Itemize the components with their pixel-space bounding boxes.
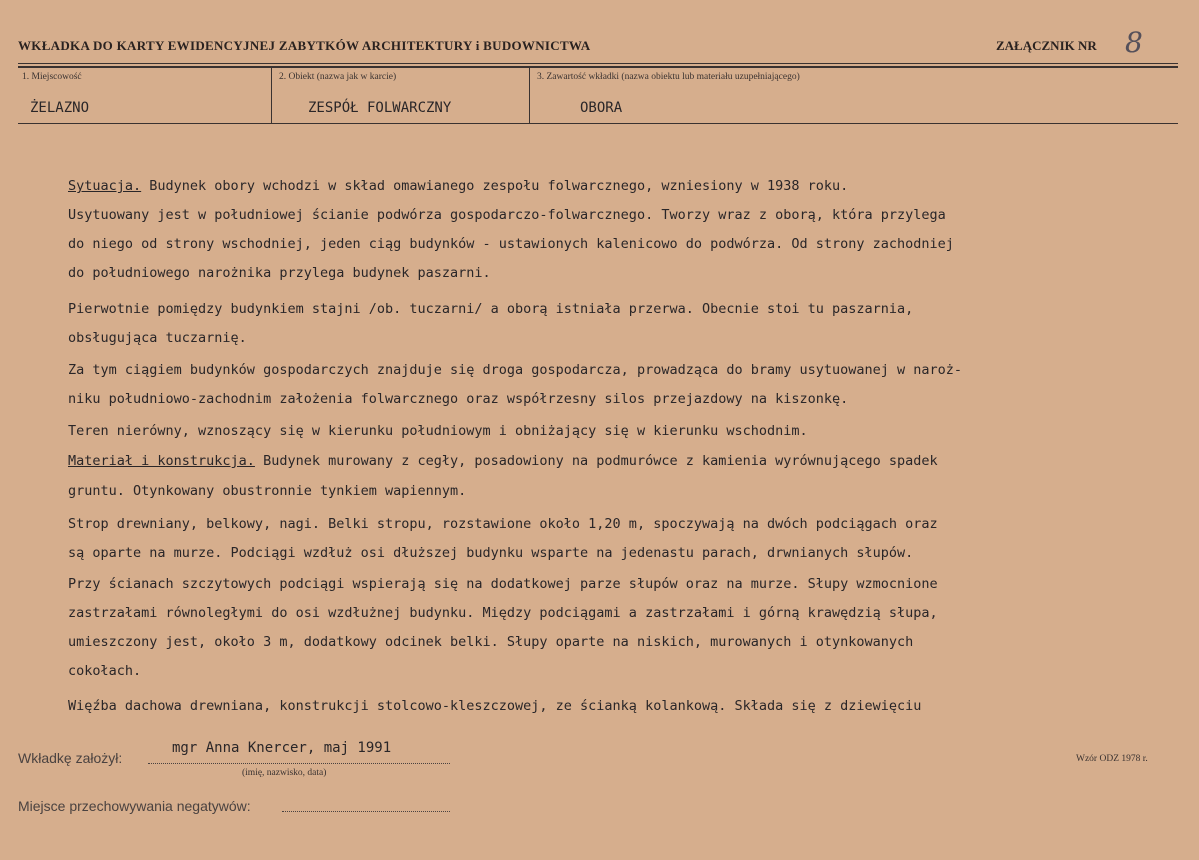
body-line-10: gruntu. Otynkowany obustronnie tynkiem wapiennym. [68,483,467,499]
body-line-8: Teren nierówny, wznoszący się w kierunku południowym i obniżający się w kierunku wschodnim. [68,423,808,439]
body-line-1: Usytuowany jest w południowej ścianie podwórza gospodarczo-folwarcznego. Tworzy wraz z oborą, która przylega [68,207,946,223]
body-line-12: są oparte na murze. Podciągi wzdłuż osi dłuższej budynku wsparte na jedenastu parach, drwnianych słupów. [68,545,914,561]
locality-label: 1. Miejscowość [22,72,82,82]
situation-heading: Sytuacja. [68,178,142,194]
locality-value: ŻELAZNO [30,100,90,116]
field-divider-2 [529,68,530,123]
header-rule-top [18,63,1178,64]
negatives-line [282,811,450,812]
attachment-number: 8 [1125,26,1143,59]
body-line-2: do niego od strony wschodniej, jeden ciąg budynków - ustawionych kalenicowo do podwórza. Od strony zachodniej [68,236,954,252]
object-label: 2. Obiekt (nazwa jak w karcie) [279,72,397,82]
author-line [148,763,450,764]
body-line-13: Przy ścianach szczytowych podciągi wspierają się na dodatkowej parze słupów oraz na murze. Słupy wzmocnione [68,576,938,592]
body-line-3: do południowego narożnika przylega budynek paszarni. [68,265,491,281]
header-rule-bottom [18,66,1178,68]
negatives-label: Miejsce przechowywania negatywów: [18,798,251,814]
card-title: WKŁADKA DO KARTY EWIDENCYJNEJ ZABYTKÓW ARCHITEKTURY i BUDOWNICTWA [18,38,591,53]
content-value: OBORA [580,100,623,116]
author-hint: (imię, nazwisko, data) [242,768,327,778]
content-label: 3. Zawartość wkładki (nazwa obiektu lub materiału uzupełniającego) [537,72,800,82]
body-line-15: umieszczony jest, około 3 m, dodatkowy odcinek belki. Słupy oparte na niskich, murowanych i otynkowanych [68,634,914,650]
material-heading: Materiał i konstrukcja. [68,453,255,469]
body-line-5: obsługująca tuczarnię. [68,330,247,346]
body-line-7: niku południowo-zachodnim założenia folwarcznego oraz współrzesny silos przejazdowy na kiszonkę. [68,391,849,407]
body-line-16: cokołach. [68,663,142,679]
body-line-4: Pierwotnie pomiędzy budynkiem stajni /ob. tuczarni/ a oborą istniała przerwa. Obecnie stoi tu paszarnia, [68,301,914,317]
author-label: Wkładkę założył: [18,750,123,766]
body-line-9: Materiał i konstrukcja. Budynek murowany z cegły, posadowiony na podmurówce z kamienia wyrównującego spadek [68,453,938,469]
attachment-label: ZAŁĄCZNIK NR [996,38,1097,53]
body-line-0: Sytuacja. Budynek obory wchodzi w skład omawianego zespołu folwarcznego, wzniesiony w 1938 roku. [68,178,849,194]
body-line-6: Za tym ciągiem budynków gospodarczych znajduje się droga gospodarcza, prowadząca do bramy usytuowanej w naroż- [68,362,963,378]
object-value: ZESPÓŁ FOLWARCZNY [308,100,452,116]
field-divider-1 [271,68,272,123]
body-line-14: zastrzałami równoległymi do osi wzdłużnej budynku. Między podciągami a zastrzałami i górną krawędzią słupa, [68,605,938,621]
body-line-11: Strop drewniany, belkowy, nagi. Belki stropu, rozstawione około 1,20 m, spoczywają na dwóch podciągach oraz [68,516,938,532]
fields-rule [18,123,1178,124]
form-code: Wzór ODZ 1978 r. [1076,754,1148,764]
author-value: mgr Anna Knercer, maj 1991 [172,740,392,756]
body-line-17: Więźba dachowa drewniana, konstrukcji stolcowo-kleszczowej, ze ścianką kolankową. Składa się z dziewięciu [68,698,922,714]
